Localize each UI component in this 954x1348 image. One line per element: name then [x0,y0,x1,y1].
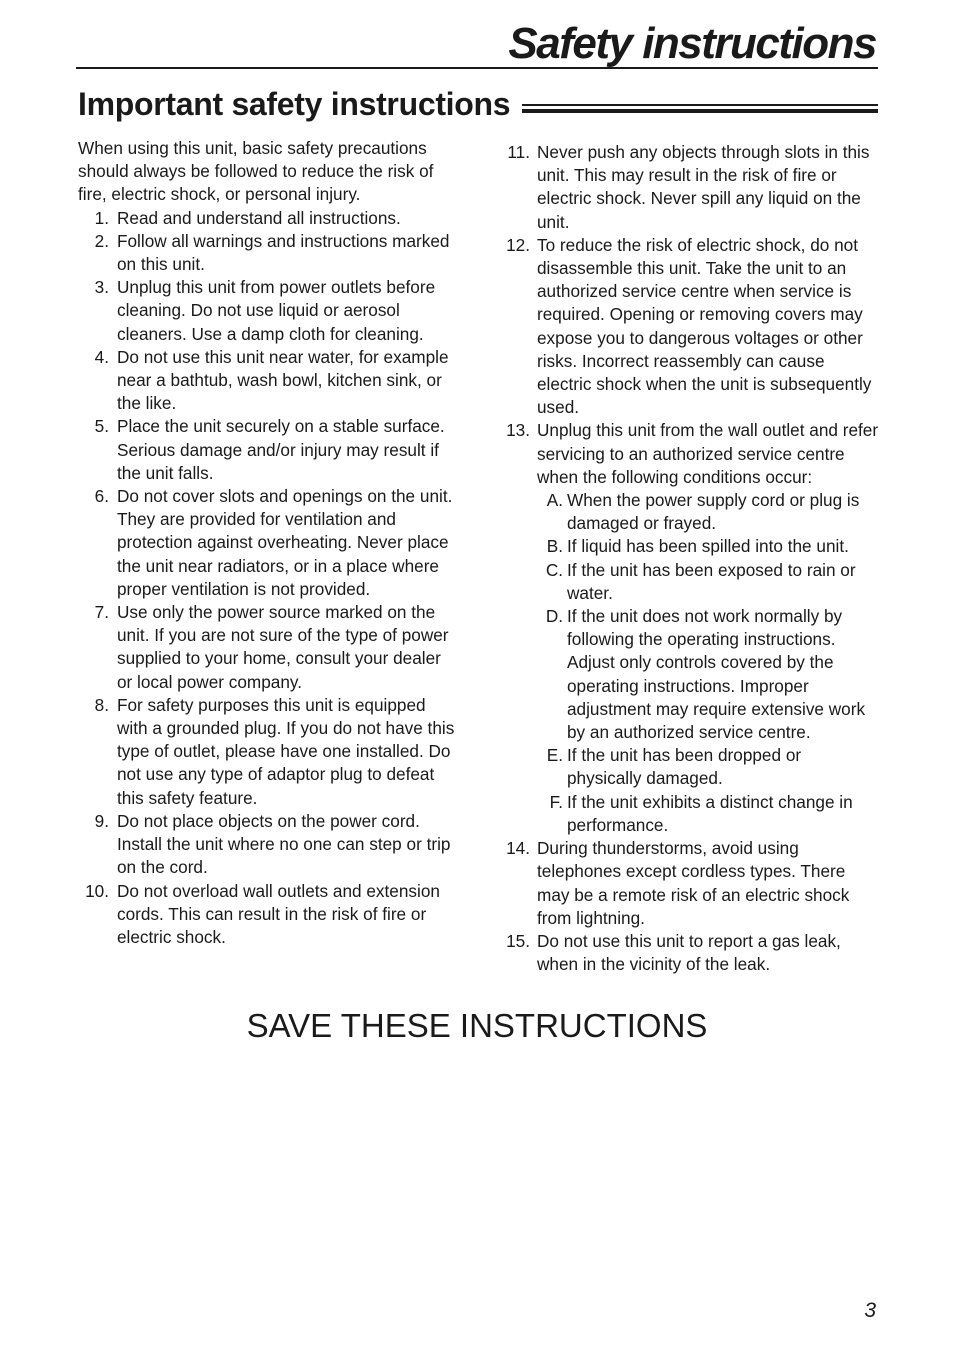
item-number: 10. [85,880,109,901]
list-item [78,601,458,694]
list-item [500,930,880,976]
item-number: 3. [94,277,109,298]
sub-item-text: If the unit exhibits a distinct change in performance. [567,791,853,835]
intro-paragraph: When using this unit, basic safety precautions should always be followed to reduce the risk of fire, electric shock, or personal injury. [78,138,434,205]
list-item [78,415,458,485]
item-text: For safety purposes this unit is equipped with a grounded plug. If you do not have this type of outlet, please have one installed. Do not use any type of adaptor plug to defeat this safety feature. [117,694,455,808]
sub-item-text: If the unit has been dropped or physically damaged. [567,745,802,789]
left-instruction-list [78,207,458,950]
item-text: Place the unit securely on a stable surface. Serious damage and/or injury may result if the unit falls. [117,416,445,483]
item-number: 6. [94,486,109,507]
item-text [537,419,880,837]
item-text: Do not overload wall outlets and extension cords. This can result in the risk of fire or electric shock. [117,880,440,947]
list-item [78,485,458,601]
sub-item-letter: A. [546,490,563,511]
item-text: Read and understand all instructions. [117,207,401,228]
item-text: Never push any objects through slots in this unit. This may result in the risk of fire or electric shock. Never spill any liquid on the unit. [537,142,870,232]
item-text: Follow all warnings and instructions marked on this unit. [117,230,450,275]
sub-item-letter: F. [549,791,563,812]
item-text-lead: Unplug this unit from the wall outlet and refer servicing to an authorized service centre when the following conditions occur: [537,420,879,487]
list-item [78,810,458,880]
item-number: 5. [94,416,109,437]
list-item [500,837,880,930]
item-text: Do not use this unit near water, for example near a bathtub, wash bowl, kitchen sink, or the like. [117,346,449,414]
sub-item-letter: C. [545,559,563,580]
save-instructions-notice: SAVE THESE INSTRUCTIONS [246,1007,708,1044]
list-item [78,346,458,416]
sub-list-item [541,791,880,837]
item-text: Do not place objects on the power cord. Install the unit where no one can step or trip on the cord. [117,810,451,878]
item-number: 2. [94,230,109,251]
item-number: 7. [94,602,109,623]
sub-list-item [541,535,880,558]
item-text: To reduce the risk of electric shock, do not disassemble this unit. Take the unit to an authorized service centre when service is required. Opening or removing covers may expose you to dangerous voltages or other risks. Incorrect reassembly can cause electric shock when the unit is subsequently used. [537,234,872,418]
item-number: 4. [94,346,109,367]
item-number: 9. [94,810,109,831]
sub-item-letter: D. [545,606,563,627]
condition-sublist [537,489,880,837]
list-item [500,141,880,234]
item-text: Do not use this unit to report a gas leak, when in the vicinity of the leak. [537,930,841,975]
item-text: During thunderstorms, avoid using telephones except cordless types. There may be a remote risk of an electric shock from lightning. [537,838,850,928]
sub-list-item [541,605,880,744]
list-item [500,234,880,420]
sub-item-text: If the unit has been exposed to rain or water. [567,559,856,603]
sub-item-text: If liquid has been spilled into the unit. [567,536,849,557]
list-item [500,419,880,837]
item-number: 15. [506,930,530,951]
sub-item-letter: E. [546,745,563,766]
sub-item-text: If the unit does not work normally by following the operating instructions. Adjust only controls covered by the operating instructions. Improper adjustment may require extensive work by an authorized service centre. [567,606,866,743]
item-text: Use only the power source marked on the unit. If you are not sure of the type of power supplied to your home, consult your dealer or local power company. [117,602,449,692]
item-number: 14. [506,838,530,859]
list-item [78,207,458,230]
list-item [78,230,458,276]
item-number: 1. [94,207,109,228]
section-title-bars [522,104,878,111]
right-instruction-list [500,141,880,976]
header-rule [76,67,878,69]
list-item [78,276,458,346]
left-column [78,137,458,949]
item-number: 8. [94,694,109,715]
section-title: Important safety instructions [78,86,511,122]
page-number: 3 [864,1299,876,1322]
item-number: 12. [506,234,530,255]
page-title: Safety instructions [508,19,876,68]
item-number: 13. [506,420,530,441]
item-text: Unplug this unit from power outlets before cleaning. Do not use liquid or aerosol cleaners. Use a damp cloth for cleaning. [117,277,436,344]
sub-item-letter: B. [546,536,563,557]
sub-item-text: When the power supply cord or plug is damaged or frayed. [567,490,860,534]
sub-list-item [541,489,880,535]
item-number: 11. [507,142,530,162]
list-item [78,694,458,810]
sub-list-item [541,559,880,605]
section-header [78,84,878,124]
item-text: Do not cover slots and openings on the unit. They are provided for ventilation and protection against overheating. Never place the unit near radiators, or in a place where proper ventilation is not provided. [117,486,453,599]
sub-list-item [541,744,880,790]
right-column [500,141,880,976]
list-item [78,880,458,950]
